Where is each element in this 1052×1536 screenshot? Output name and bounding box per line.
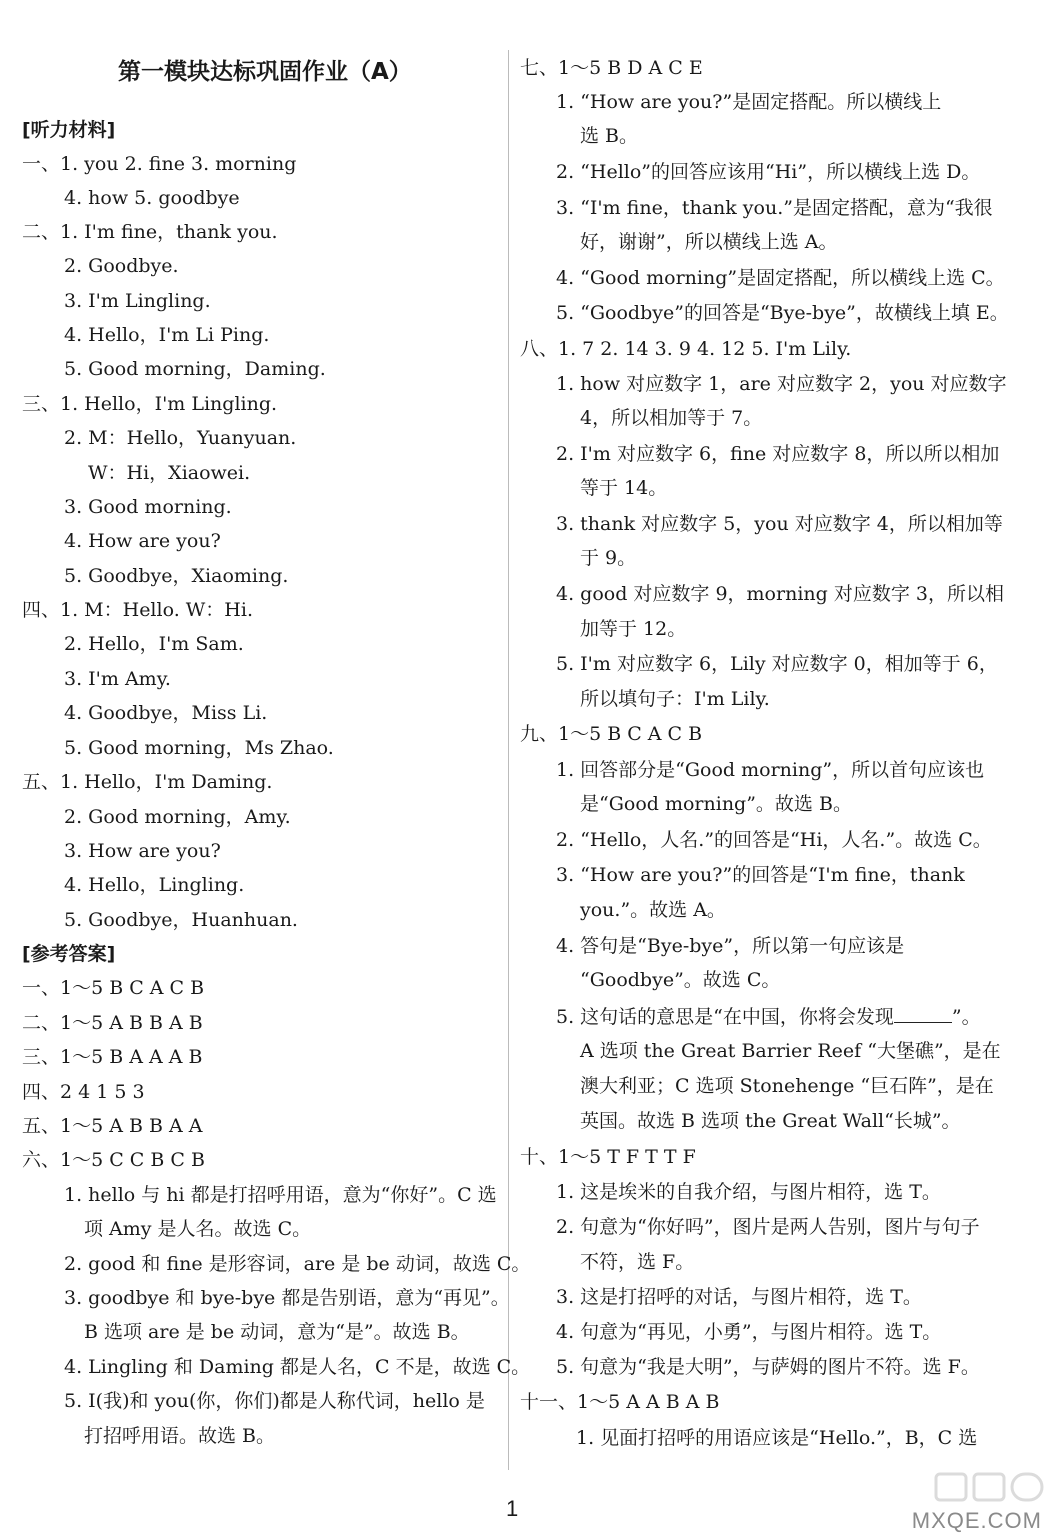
line-text: 好，谢谢”，所以横线上选 A。	[580, 231, 838, 253]
line-text: 二、1～5 A B B A B	[22, 1012, 203, 1034]
left-line	[22, 1011, 203, 1035]
right-line	[520, 337, 851, 361]
right-line	[580, 1109, 961, 1133]
left-line	[22, 976, 204, 1000]
right-line	[556, 512, 1003, 536]
right-line	[556, 1004, 981, 1029]
left-line	[84, 1217, 311, 1241]
right-line	[556, 372, 1007, 396]
left-line	[84, 1424, 275, 1448]
line-text: 七、1～5 B D A C E	[520, 57, 703, 79]
left-line	[22, 598, 253, 622]
left-line	[64, 357, 326, 381]
line-text: 2. “Hello，人名.”的回答是“Hi，人名.”。故选 C。	[556, 829, 992, 851]
line-text: 不符，选 F。	[580, 1251, 695, 1273]
left-line	[64, 186, 240, 210]
line-text: 3. I'm Amy.	[64, 668, 171, 690]
right-line	[580, 968, 780, 992]
line-text: 英国。故选 B 选项 the Great Wall“长城”。	[580, 1110, 961, 1132]
left-line	[64, 289, 211, 313]
right-line	[556, 196, 993, 220]
line-text: 四、2 4 1 5 3	[22, 1081, 145, 1103]
line-text: [听力材料]	[22, 119, 116, 141]
right-line	[580, 230, 837, 254]
line-text: 5. 句意为“我是大明”，与萨姆的图片不符。选 F。	[556, 1356, 980, 1378]
line-text: 选 B。	[580, 125, 639, 147]
fill-in-blank	[894, 1004, 952, 1023]
right-line	[580, 476, 667, 500]
left-line	[64, 1183, 497, 1207]
right-line	[580, 792, 852, 816]
left-line	[22, 942, 115, 966]
left-line	[64, 564, 288, 588]
line-text: 5. I(我)和 you(你，你们)都是人称代词，hello 是	[64, 1390, 485, 1412]
right-line	[580, 546, 636, 570]
right-line	[556, 582, 1004, 606]
left-line	[64, 908, 298, 932]
line-text: 2. I'm 对应数字 6，fine 对应数字 8，所以所以相加	[556, 443, 1000, 465]
line-text: 1. hello 与 hi 都是打招呼用语，意为“你好”。C 选	[64, 1184, 497, 1206]
line-text: 5. I'm 对应数字 6，Lily 对应数字 0，相加等于 6，	[556, 653, 998, 675]
left-line	[64, 1355, 530, 1379]
line-text: 4. “Good morning”是固定搭配，所以横线上选 C。	[556, 267, 1005, 289]
line-text: 2. good 和 fine 是形容词，are 是 be 动词，故选 C。	[64, 1253, 531, 1275]
left-line	[22, 1045, 202, 1069]
left-line	[64, 873, 244, 897]
line-text: 3. How are you?	[64, 840, 221, 862]
line-text: 所以填句子：I'm Lily.	[580, 688, 770, 710]
left-line	[22, 152, 296, 176]
right-line	[556, 652, 998, 676]
right-line	[580, 1250, 694, 1274]
right-line	[556, 828, 992, 852]
line-text: A 选项 the Great Barrier Reef “大堡礁”，是在	[580, 1040, 1001, 1062]
right-line	[556, 1285, 922, 1309]
line-text: 5. Good morning，Daming.	[64, 358, 326, 380]
line-text: 3. I'm Lingling.	[64, 290, 211, 312]
left-line	[22, 392, 277, 416]
line-text: 4. 句意为“再见，小勇”，与图片相符。选 T。	[556, 1321, 942, 1343]
right-line	[556, 863, 965, 887]
right-line	[520, 722, 702, 746]
line-text: 加等于 12。	[580, 618, 687, 640]
line-text: 2. M：Hello，Yuanyuan.	[64, 427, 297, 449]
right-line	[556, 266, 1005, 290]
left-line	[22, 1148, 205, 1172]
line-text: 八、1. 7 2. 14 3. 9 4. 12 5. I'm Lily.	[520, 338, 852, 360]
right-line	[556, 1180, 941, 1204]
left-line	[22, 1080, 145, 1104]
line-text: 4. 答句是“Bye-bye”，所以第一句应该是	[556, 935, 905, 957]
line-text: 澳大利亚；C 选项 Stonehenge “巨石阵”，是在	[580, 1075, 994, 1097]
line-text: 于 9。	[580, 547, 637, 569]
line-text: 3. thank 对应数字 5，you 对应数字 4，所以相加等	[556, 513, 1003, 535]
left-line	[64, 667, 171, 691]
left-line	[64, 323, 269, 347]
right-line	[520, 1390, 719, 1414]
line-text: 4，所以相加等于 7。	[580, 407, 763, 429]
left-line	[22, 220, 278, 244]
line-text: 一、1. you 2. fine 3. morning	[22, 153, 297, 175]
right-line	[520, 1145, 696, 1169]
line-text: 是“Good morning”。故选 B。	[580, 793, 852, 815]
line-text: 打招呼用语。故选 B。	[84, 1425, 276, 1447]
left-line	[64, 529, 221, 553]
right-line	[580, 124, 638, 148]
line-text: 4. Hello，Lingling.	[64, 874, 245, 896]
left-line	[64, 426, 296, 450]
right-line	[556, 934, 904, 958]
right-line	[580, 617, 686, 641]
line-text: 5. Goodbye，Huanhuan.	[64, 909, 298, 931]
page-title: 第一模块达标巩固作业（A）	[118, 59, 412, 85]
right-line	[556, 301, 1009, 325]
line-text: 4. how 5. goodbye	[64, 187, 240, 209]
line-text: 5. Goodbye，Xiaoming.	[64, 565, 289, 587]
right-line	[576, 1426, 977, 1450]
line-text: 四、1. M：Hello. W：Hi.	[22, 599, 253, 621]
line-text: 5. “Goodbye”的回答是“Bye-bye”，故横线上填 E。	[556, 302, 1009, 324]
line-text: 1. 这是埃米的自我介绍，与图片相符，选 T。	[556, 1181, 941, 1203]
line-text: 十、1～5 T F T T F	[520, 1146, 696, 1168]
right-line	[580, 687, 770, 711]
left-line	[22, 770, 272, 794]
line-text: 3. “How are you?”的回答是“I'm fine，thank	[556, 864, 965, 886]
line-text: 2. 句意为“你好吗”，图片是两人告别，图片与句子	[556, 1216, 980, 1238]
right-line	[556, 442, 999, 466]
line-text: 五、1. Hello，I'm Daming.	[22, 771, 273, 793]
line-text: 1. “How are you?”是固定搭配。所以横线上	[556, 91, 942, 113]
right-line	[580, 898, 726, 922]
left-line	[64, 632, 244, 656]
line-text: 3. 这是打招呼的对话，与图片相符，选 T。	[556, 1286, 922, 1308]
right-line	[556, 1320, 941, 1344]
left-line	[64, 1252, 530, 1276]
line-text: 2. “Hello”的回答应该用“Hi”，所以横线上选 D。	[556, 161, 981, 183]
right-line	[580, 406, 762, 430]
left-line	[22, 1114, 202, 1138]
left-line	[64, 254, 179, 278]
right-line	[556, 90, 941, 114]
right-line	[580, 1039, 1001, 1063]
line-text: 1. 见面打招呼的用语应该是“Hello.”，B，C 选	[576, 1427, 978, 1449]
line-text: 3. goodbye 和 bye-bye 都是告别语，意为“再见”。	[64, 1287, 510, 1309]
line-text: 五、1～5 A B B A A	[22, 1115, 203, 1137]
left-line	[64, 495, 232, 519]
right-line	[520, 56, 703, 80]
line-text: you.”。故选 A。	[580, 899, 726, 921]
left-line	[88, 461, 250, 485]
line-text: 三、1. Hello，I'm Lingling.	[22, 393, 278, 415]
left-line	[64, 1286, 510, 1310]
page-number: 1	[506, 1496, 519, 1521]
line-text: 3. “I'm fine，thank you.”是固定搭配，意为“我很	[556, 197, 993, 219]
line-text: 项 Amy 是人名。故选 C。	[84, 1218, 312, 1240]
line-text: 4. How are you?	[64, 530, 221, 552]
line-text: 4. Hello，I'm Li Ping.	[64, 324, 270, 346]
left-line	[64, 701, 267, 725]
line-text: 十一、1～5 A A B A B	[520, 1391, 720, 1413]
left-line	[84, 1320, 470, 1344]
left-line	[64, 805, 291, 829]
line-text: 1. how 对应数字 1，are 对应数字 2，you 对应数字	[556, 373, 1007, 395]
left-line	[64, 1389, 485, 1413]
right-line	[556, 1215, 980, 1239]
line-text: 1. 回答部分是“Good morning”，所以首句应该也	[556, 759, 985, 781]
line-text: 一、1～5 B C A C B	[22, 977, 205, 999]
line-text-tail: ”。	[951, 1006, 981, 1028]
left-line	[64, 839, 221, 863]
line-text: “Goodbye”。故选 C。	[580, 969, 781, 991]
line-text: 九、1～5 B C A C B	[520, 723, 703, 745]
right-line	[556, 1355, 980, 1379]
line-text: 4. Goodbye，Miss Li.	[64, 702, 268, 724]
line-text: 3. Good morning.	[64, 496, 232, 518]
line-text: 2. Hello，I'm Sam.	[64, 633, 244, 655]
line-text: 等于 14。	[580, 477, 668, 499]
line-text: [参考答案]	[22, 943, 116, 965]
line-text: 六、1～5 C C B C B	[22, 1149, 205, 1171]
left-line	[22, 118, 115, 142]
line-text: 2. Good morning，Amy.	[64, 806, 291, 828]
line-text: 5. 这句话的意思是“在中国，你将会发现	[556, 1006, 894, 1028]
line-text: 5. Good morning，Ms Zhao.	[64, 737, 334, 759]
right-line	[556, 160, 980, 184]
right-line	[556, 758, 984, 782]
watermark-text: MXQE.COM	[911, 1508, 1042, 1533]
line-text: 4. good 对应数字 9，morning 对应数字 3，所以相	[556, 583, 1004, 605]
right-line	[580, 1074, 994, 1098]
line-text: B 选项 are 是 be 动词，意为“是”。故选 B。	[84, 1321, 470, 1343]
line-text: 4. Lingling 和 Daming 都是人名，C 不是，故选 C。	[64, 1356, 531, 1378]
left-line	[64, 736, 334, 760]
line-text: 二、1. I'm fine，thank you.	[22, 221, 278, 243]
line-text: 2. Goodbye.	[64, 255, 179, 277]
line-text: 三、1～5 B A A A B	[22, 1046, 203, 1068]
line-text: W：Hi，Xiaowei.	[88, 462, 251, 484]
